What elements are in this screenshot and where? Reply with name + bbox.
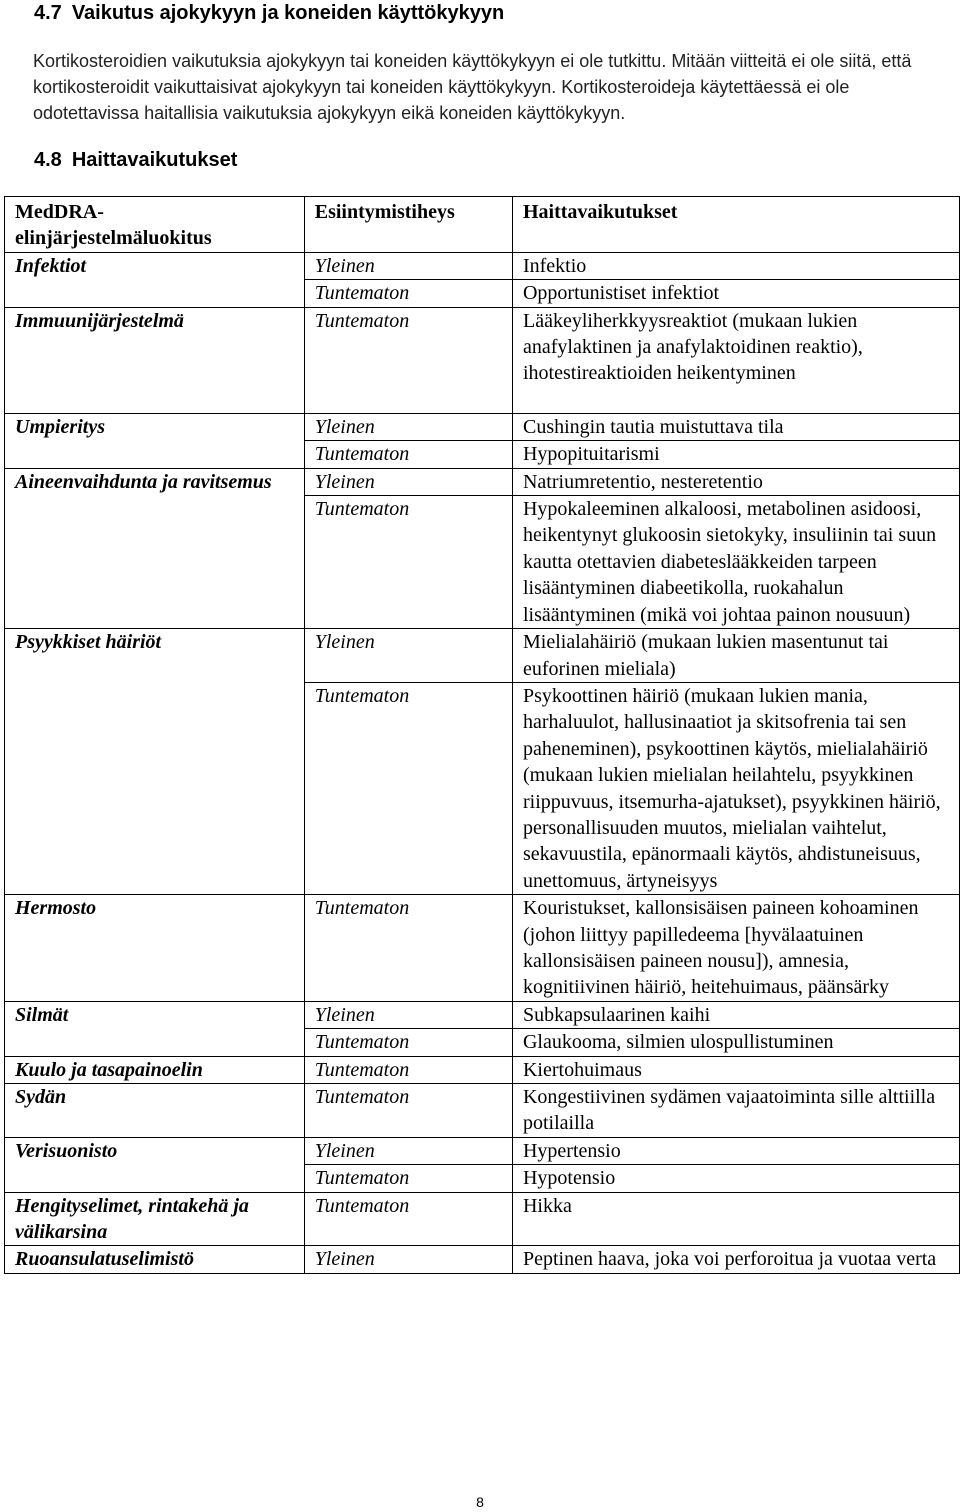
adverse-effects-table xyxy=(4,196,960,1274)
table-row xyxy=(5,252,960,279)
soc-cell: Silmät xyxy=(5,1001,305,1056)
table-header-row xyxy=(5,197,960,253)
soc-cell: Hermosto xyxy=(5,895,305,1002)
frequency-cell: Yleinen xyxy=(304,468,512,495)
frequency-cell: Yleinen xyxy=(304,1246,512,1273)
frequency-cell: Tuntematon xyxy=(304,1056,512,1083)
soc-cell: Immuunijärjestelmä xyxy=(5,307,305,413)
adverse-effect-cell: Cushingin tautia muistuttava tila xyxy=(512,413,959,440)
frequency-cell: Yleinen xyxy=(304,629,512,683)
soc-cell: Kuulo ja tasapainoelin xyxy=(5,1056,305,1083)
soc-cell: Aineenvaihdunta ja ravitsemus xyxy=(5,468,305,628)
adverse-effect-cell: Hikka xyxy=(512,1192,959,1246)
header-soc: MedDRA-elinjärjestelmäluokitus xyxy=(5,197,305,253)
soc-cell: Sydän xyxy=(5,1084,305,1138)
frequency-cell: Yleinen xyxy=(304,1137,512,1164)
table-row xyxy=(5,1192,960,1246)
adverse-effect-cell: Hypokaleeminen alkaloosi, metabolinen asidoosi, heikentynyt glukoosin sietokyky, insuliinin tai suun kautta otettavien diabeteslääkkeiden tarpeen lisääntyminen diabeetikolla, ruokahalun lisääntyminen (mikä voi johtaa painon nousuun) xyxy=(512,496,959,629)
adverse-effect-cell: Hypertensio xyxy=(512,1137,959,1164)
table-row xyxy=(5,1137,960,1164)
table-row xyxy=(5,413,960,440)
adverse-effect-cell: Hypopituitarismi xyxy=(512,441,959,468)
frequency-cell: Tuntematon xyxy=(304,441,512,468)
adverse-effect-cell: Natriumretentio, nesteretentio xyxy=(512,468,959,495)
adverse-effect-cell: Infektio xyxy=(512,252,959,279)
adverse-effect-cell: Psykoottinen häiriö (mukaan lukien mania, harhaluulot, hallusinaatiot ja skitsofrenia tai sen paheneminen), psykoottinen käytös, mielialahäiriö (mukaan lukien mielialan heilahtelu, psyykkinen riippuvuus, itsemurha-ajatukset), psyykkinen häiriö, personallisuuden muutos, mielialan vaihtelut, sekavuustila, epänormaali käytös, ahdistuneisuus, unettomuus, ärtyneisyys xyxy=(512,682,959,894)
adverse-effect-cell: Kouristukset, kallonsisäisen paineen kohoaminen (johon liittyy papilledeema [hyvälaatuinen kallonsisäisen paineen nousu]), amnesia, kognitiivinen häiriö, heitehuimaus, päänsärky xyxy=(512,895,959,1002)
adverse-effect-cell: Subkapsulaarinen kaihi xyxy=(512,1001,959,1028)
section-heading-4-7 xyxy=(34,1,504,25)
adverse-effect-cell: Peptinen haava, joka voi perforoitua ja vuotaa verta xyxy=(512,1246,959,1273)
soc-cell: Ruoansulatuselimistö xyxy=(5,1246,305,1273)
adverse-effect-cell: Kongestiivinen sydämen vajaatoiminta sille alttiilla potilailla xyxy=(512,1084,959,1138)
page-number: 8 xyxy=(476,1494,484,1510)
frequency-cell: Tuntematon xyxy=(304,280,512,307)
frequency-cell: Tuntematon xyxy=(304,1029,512,1056)
soc-cell: Psyykkiset häiriöt xyxy=(5,629,305,895)
paragraph-driving-ability: Kortikosteroidien vaikutuksia ajokykyyn tai koneiden käyttökykyyn ei ole tutkittu. Mitään viitteitä ei ole siitä, että kortikosteroidit vaikuttaisivat ajokykyyn tai koneiden käyttökykyyn. Kortikosteroideja käytettäessä ei ole odotettavissa haitallisia vaikutuksia ajokykyyn eikä koneiden käyttökykyyn. xyxy=(33,51,912,123)
frequency-cell: Tuntematon xyxy=(304,1084,512,1138)
section-heading-4-8 xyxy=(34,148,237,172)
table-row xyxy=(5,629,960,683)
header-frequency: Esiintymistiheys xyxy=(304,197,512,253)
frequency-cell: Tuntematon xyxy=(304,1165,512,1192)
frequency-cell: Yleinen xyxy=(304,1001,512,1028)
frequency-cell: Tuntematon xyxy=(304,307,512,413)
soc-cell: Hengityselimet, rintakehä ja välikarsina xyxy=(5,1192,305,1246)
frequency-cell: Tuntematon xyxy=(304,895,512,1002)
table-row xyxy=(5,1246,960,1273)
adverse-effect-cell: Kiertohuimaus xyxy=(512,1056,959,1083)
frequency-cell: Tuntematon xyxy=(304,496,512,629)
table-row xyxy=(5,1001,960,1028)
soc-cell: Infektiot xyxy=(5,252,305,307)
frequency-cell: Yleinen xyxy=(304,413,512,440)
header-adverse-effects: Haittavaikutukset xyxy=(512,197,959,253)
table-body xyxy=(5,252,960,1273)
soc-cell: Verisuonisto xyxy=(5,1137,305,1192)
table-row xyxy=(5,468,960,495)
adverse-effect-cell: Glaukooma, silmien ulospullistuminen xyxy=(512,1029,959,1056)
soc-cell: Umpieritys xyxy=(5,413,305,468)
table-row xyxy=(5,307,960,413)
frequency-cell: Tuntematon xyxy=(304,682,512,894)
adverse-effect-cell: Mielialahäiriö (mukaan lukien masentunut tai euforinen mieliala) xyxy=(512,629,959,683)
table-row xyxy=(5,895,960,1002)
section-title: Vaikutus ajokykyyn ja koneiden käyttökykyyn xyxy=(71,2,505,24)
frequency-cell: Tuntematon xyxy=(304,1192,512,1246)
adverse-effect-cell: Opportunistiset infektiot xyxy=(512,280,959,307)
section-title: Haittavaikutukset xyxy=(71,149,238,171)
table-row xyxy=(5,1056,960,1083)
frequency-cell: Yleinen xyxy=(304,252,512,279)
table-row xyxy=(5,1084,960,1138)
adverse-effect-cell: Lääkeyliherkkyysreaktiot (mukaan lukien anafylaktinen ja anafylaktoidinen reaktio), ihotestireaktioiden heikentyminen xyxy=(512,307,959,413)
adverse-effect-cell: Hypotensio xyxy=(512,1165,959,1192)
section-number: 4.7 xyxy=(34,2,62,24)
section-number: 4.8 xyxy=(34,149,62,171)
